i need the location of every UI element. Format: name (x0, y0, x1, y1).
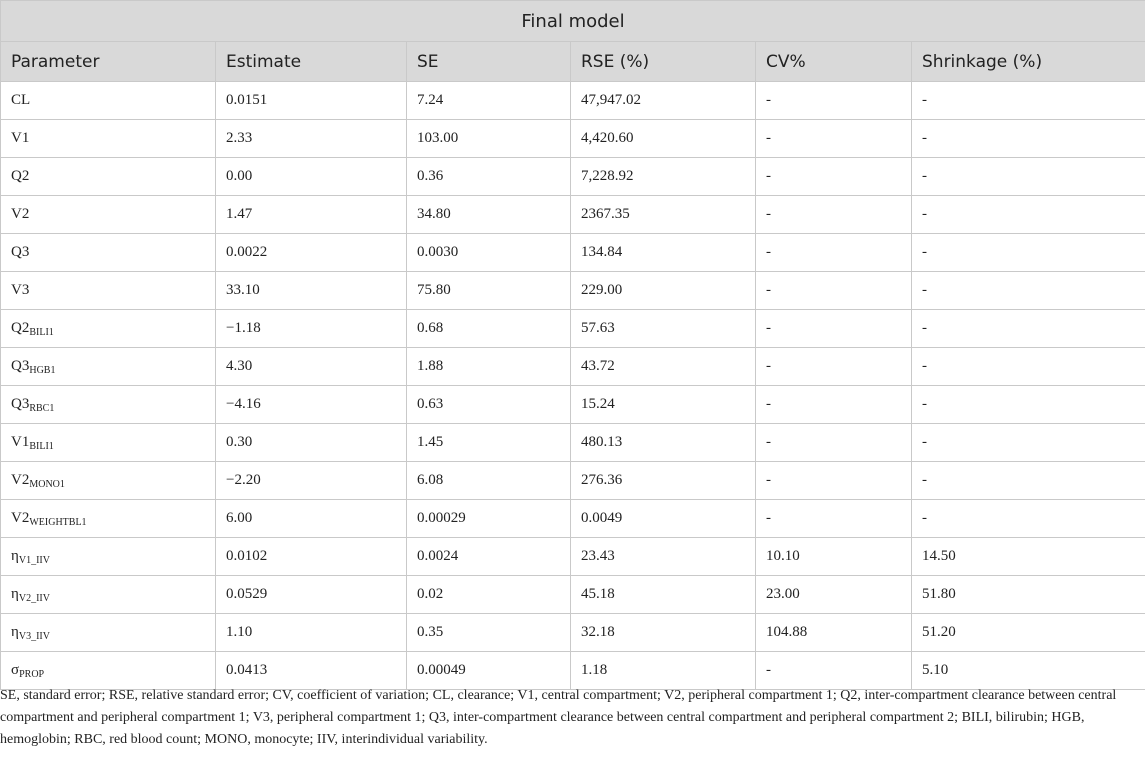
table-row (1, 386, 1145, 424)
estimate-cell: 0.30 (216, 424, 407, 462)
parameter-subscript: RBC1 (29, 403, 55, 414)
rse-cell: 4,420.60 (571, 120, 756, 158)
se-cell: 7.24 (407, 82, 571, 120)
se-cell: 0.68 (407, 310, 571, 348)
estimate-cell: −4.16 (216, 386, 407, 424)
table-row (1, 348, 1145, 386)
table-footnote: SE, standard error; RSE, relative standard error; CV, coefficient of variation; CL, clearance; V1, central compartment; V2, peripheral compartment 1; Q2, inter-compartment clearance between central compartment and peripheral compartment 1; V3, peripheral compartment 1; Q3, inter-compartment clearance between central compartment and peripheral compartment 2; BILI, bilirubin; HGB, hemoglobin; RBC, red blood count; MONO, monocyte; IIV, interindividual variability. (0, 688, 1117, 747)
shrinkage-cell: - (912, 272, 1145, 310)
parameter-symbol: CL (11, 92, 31, 108)
estimate-cell: 0.0151 (216, 82, 407, 120)
parameter-symbol: σ (11, 662, 20, 678)
parameter-symbol: V1 (11, 130, 30, 146)
rse-cell: 0.0049 (571, 500, 756, 538)
parameter-cell (1, 538, 216, 576)
estimate-cell: 0.0529 (216, 576, 407, 614)
table-row (1, 234, 1145, 272)
parameter-subscript: HGB1 (29, 365, 56, 376)
estimate-cell: 0.0413 (216, 652, 407, 690)
se-cell: 103.00 (407, 120, 571, 158)
column-header-cv: CV% (756, 42, 912, 82)
shrinkage-cell: 51.20 (912, 614, 1145, 652)
shrinkage-cell: - (912, 386, 1145, 424)
shrinkage-cell: - (912, 158, 1145, 196)
shrinkage-cell: - (912, 234, 1145, 272)
estimate-cell: 2.33 (216, 120, 407, 158)
table-row (1, 614, 1145, 652)
column-header-parameter: Parameter (1, 42, 216, 82)
parameter-symbol: η (11, 624, 19, 640)
se-cell: 0.63 (407, 386, 571, 424)
column-header-rse: RSE (%) (571, 42, 756, 82)
parameter-symbol: η (11, 548, 19, 564)
se-cell: 0.35 (407, 614, 571, 652)
parameter-subscript: WEIGHTBL1 (29, 517, 87, 528)
parameter-cell (1, 500, 216, 538)
estimate-cell: 33.10 (216, 272, 407, 310)
parameter-cell (1, 576, 216, 614)
table-row (1, 158, 1145, 196)
se-cell: 1.88 (407, 348, 571, 386)
rse-cell: 57.63 (571, 310, 756, 348)
table-row (1, 120, 1145, 158)
parameter-cell (1, 424, 216, 462)
cv-cell: - (756, 272, 912, 310)
table-body (1, 82, 1145, 690)
estimate-cell: 1.47 (216, 196, 407, 234)
table-row (1, 272, 1145, 310)
table-row (1, 462, 1145, 500)
parameter-subscript: BILI1 (29, 441, 54, 452)
cv-cell: - (756, 348, 912, 386)
estimate-cell: −1.18 (216, 310, 407, 348)
parameter-symbol: Q3 (11, 358, 30, 374)
rse-cell: 2367.35 (571, 196, 756, 234)
parameter-cell (1, 272, 216, 310)
cv-cell: - (756, 424, 912, 462)
table-row (1, 652, 1145, 690)
table-row (1, 196, 1145, 234)
rse-cell: 15.24 (571, 386, 756, 424)
estimate-cell: 4.30 (216, 348, 407, 386)
column-header-shrinkage: Shrinkage (%) (912, 42, 1145, 82)
cv-cell: - (756, 120, 912, 158)
parameter-cell (1, 234, 216, 272)
parameter-subscript: V2_IIV (18, 593, 50, 604)
cv-cell: 10.10 (756, 538, 912, 576)
cv-cell: - (756, 158, 912, 196)
estimate-cell: 0.0102 (216, 538, 407, 576)
table-caption: Final model (1, 1, 1145, 42)
table-row (1, 576, 1145, 614)
se-cell: 0.0024 (407, 538, 571, 576)
shrinkage-cell: 14.50 (912, 538, 1145, 576)
estimate-cell: 0.00 (216, 158, 407, 196)
rse-cell: 32.18 (571, 614, 756, 652)
se-cell: 0.36 (407, 158, 571, 196)
column-header-estimate: Estimate (216, 42, 407, 82)
shrinkage-cell: 51.80 (912, 576, 1145, 614)
table-header (1, 1, 1145, 82)
cv-cell: 23.00 (756, 576, 912, 614)
parameter-cell (1, 348, 216, 386)
cv-cell: - (756, 196, 912, 234)
estimate-cell: 1.10 (216, 614, 407, 652)
parameter-cell (1, 120, 216, 158)
caption-row (1, 1, 1145, 42)
cv-cell: - (756, 310, 912, 348)
parameter-subscript: MONO1 (29, 479, 65, 490)
shrinkage-cell: - (912, 310, 1145, 348)
parameter-cell (1, 462, 216, 500)
cv-cell: 104.88 (756, 614, 912, 652)
estimate-cell: 6.00 (216, 500, 407, 538)
cv-cell: - (756, 386, 912, 424)
parameter-subscript: V3_IIV (18, 631, 50, 642)
se-cell: 0.02 (407, 576, 571, 614)
parameter-cell (1, 310, 216, 348)
table-row (1, 82, 1145, 120)
rse-cell: 229.00 (571, 272, 756, 310)
parameter-subscript: BILI1 (29, 327, 54, 338)
parameter-symbol: Q3 (11, 244, 30, 260)
se-cell: 0.00029 (407, 500, 571, 538)
parameter-symbol: V2 (11, 206, 30, 222)
parameter-cell (1, 614, 216, 652)
parameter-cell (1, 652, 216, 690)
parameter-symbol: Q2 (11, 320, 30, 336)
se-cell: 34.80 (407, 196, 571, 234)
cv-cell: - (756, 82, 912, 120)
parameter-symbol: V2 (11, 472, 30, 488)
se-cell: 0.00049 (407, 652, 571, 690)
shrinkage-cell: - (912, 462, 1145, 500)
shrinkage-cell: - (912, 348, 1145, 386)
table-row (1, 310, 1145, 348)
rse-cell: 7,228.92 (571, 158, 756, 196)
rse-cell: 45.18 (571, 576, 756, 614)
rse-cell: 1.18 (571, 652, 756, 690)
parameter-subscript: PROP (19, 669, 45, 680)
parameter-cell (1, 196, 216, 234)
parameter-symbol: V3 (11, 282, 30, 298)
parameter-symbol: Q2 (11, 168, 30, 184)
rse-cell: 134.84 (571, 234, 756, 272)
shrinkage-cell: 5.10 (912, 652, 1145, 690)
parameter-subscript: V1_IIV (18, 555, 50, 566)
se-cell: 6.08 (407, 462, 571, 500)
parameter-cell (1, 82, 216, 120)
se-cell: 1.45 (407, 424, 571, 462)
table-row (1, 538, 1145, 576)
se-cell: 75.80 (407, 272, 571, 310)
parameter-symbol: Q3 (11, 396, 30, 412)
cv-cell: - (756, 462, 912, 500)
cv-cell: - (756, 234, 912, 272)
table-row (1, 424, 1145, 462)
parameter-cell (1, 386, 216, 424)
parameter-symbol: η (11, 586, 19, 602)
column-header-row (1, 42, 1145, 82)
shrinkage-cell: - (912, 500, 1145, 538)
se-cell: 0.0030 (407, 234, 571, 272)
estimate-cell: −2.20 (216, 462, 407, 500)
rse-cell: 276.36 (571, 462, 756, 500)
shrinkage-cell: - (912, 120, 1145, 158)
column-header-se: SE (407, 42, 571, 82)
parameter-symbol: V2 (11, 510, 30, 526)
rse-cell: 23.43 (571, 538, 756, 576)
cv-cell: - (756, 500, 912, 538)
parameter-cell (1, 158, 216, 196)
estimate-cell: 0.0022 (216, 234, 407, 272)
parameter-symbol: V1 (11, 434, 30, 450)
shrinkage-cell: - (912, 196, 1145, 234)
cv-cell: - (756, 652, 912, 690)
rse-cell: 480.13 (571, 424, 756, 462)
table-row (1, 500, 1145, 538)
rse-cell: 47,947.02 (571, 82, 756, 120)
rse-cell: 43.72 (571, 348, 756, 386)
shrinkage-cell: - (912, 424, 1145, 462)
shrinkage-cell: - (912, 82, 1145, 120)
